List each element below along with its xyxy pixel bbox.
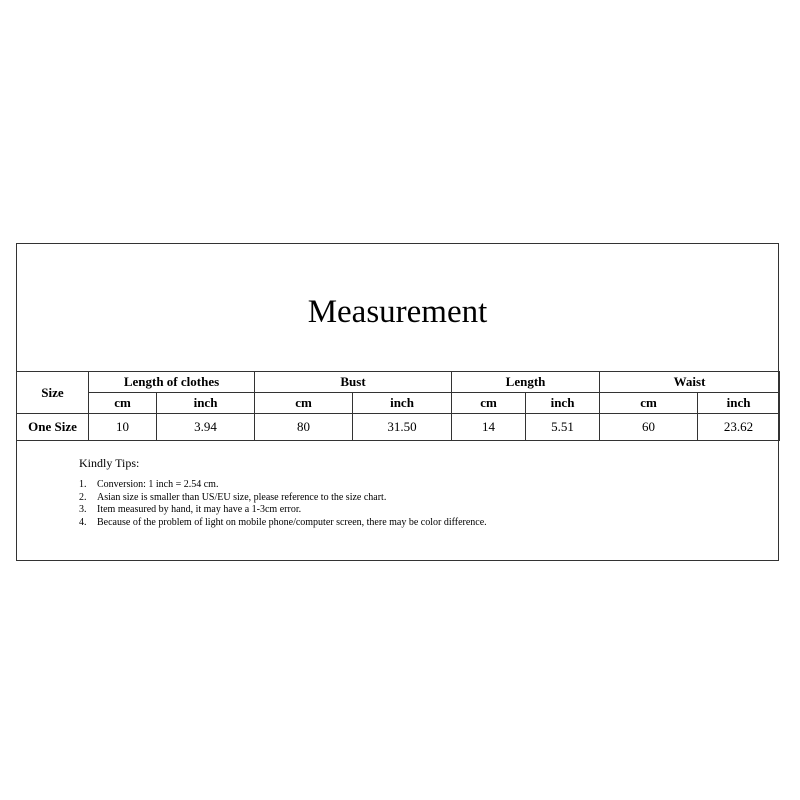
group-header-length-of-clothes: Length of clothes [89, 372, 255, 393]
unit-header: cm [600, 393, 698, 414]
table-cell: 3.94 [157, 414, 255, 441]
kindly-tips [79, 456, 537, 529]
unit-header-row [17, 393, 780, 414]
table-row [17, 414, 780, 441]
table-cell: 80 [255, 414, 353, 441]
unit-header: inch [157, 393, 255, 414]
list-item [79, 504, 537, 517]
table-header-row [17, 372, 780, 393]
page-title: Measurement [307, 294, 488, 330]
group-header-bust: Bust [255, 372, 452, 393]
table-cell: 31.50 [353, 414, 452, 441]
list-item-text: Item measured by hand, it may have a 1-3cm error. [97, 504, 302, 515]
unit-header: inch [353, 393, 452, 414]
list-item [79, 517, 537, 530]
list-item-number: 4. [79, 516, 87, 528]
list-item-number: 3. [79, 504, 87, 515]
unit-header: cm [255, 393, 353, 414]
unit-header: inch [526, 393, 600, 414]
size-table [16, 371, 780, 441]
list-item-number: 2. [79, 491, 87, 503]
list-item-number: 1. [79, 479, 87, 490]
list-item [79, 492, 537, 505]
tips-title: Kindly Tips: [79, 456, 140, 470]
unit-header: inch [698, 393, 780, 414]
table-cell: 60 [600, 414, 698, 441]
table-cell: 5.51 [526, 414, 600, 441]
table-cell: 10 [89, 414, 157, 441]
table-cell: 14 [452, 414, 526, 441]
table-cell: 23.62 [698, 414, 780, 441]
list-item-text: Asian size is smaller than US/EU size, please reference to the size chart. [97, 491, 387, 503]
unit-header: cm [452, 393, 526, 414]
list-item-text: Because of the problem of light on mobile phone/computer screen, there may be color difference. [97, 516, 487, 528]
group-header-length: Length [452, 372, 600, 393]
size-header: Size [17, 372, 89, 414]
list-item [79, 479, 537, 492]
size-label: One Size [17, 414, 89, 441]
unit-header: cm [89, 393, 157, 414]
group-header-waist: Waist [600, 372, 780, 393]
tips-list [79, 479, 537, 529]
list-item-text: Conversion: 1 inch = 2.54 cm. [97, 479, 219, 490]
size-chart [16, 243, 779, 561]
